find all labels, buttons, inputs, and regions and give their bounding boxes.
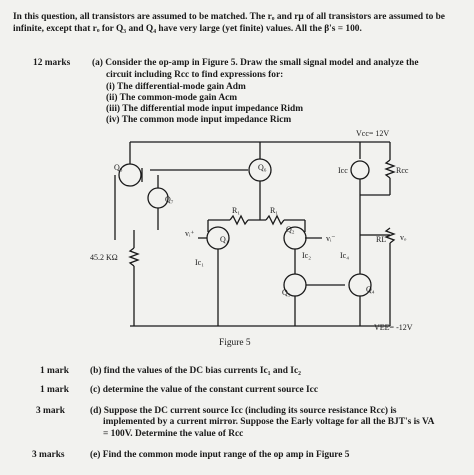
- part-e-text: (e) Find the common mode input range of the op amp in Figure 5: [90, 450, 350, 460]
- label-q6: Q₆: [258, 163, 267, 172]
- label-r1-right: R₁: [270, 206, 279, 215]
- label-r1-left: R₁: [232, 206, 241, 215]
- part-a-item-2: (ii) The common-mode gain Acm: [106, 93, 238, 103]
- label-q3: Q₃: [114, 163, 123, 172]
- part-a-lead: (a) Consider the op-amp in Figure 5. Draw the small signal model and analyze the: [92, 58, 419, 68]
- label-vi-minus: vᵢ⁻: [326, 234, 336, 243]
- part-e-marks: 3 marks: [32, 450, 65, 460]
- label-q4: Q₄: [366, 285, 375, 294]
- part-d-line-1: (d) Suppose the DC current source Icc (including its source resistance Rcc) is: [90, 406, 397, 416]
- label-vi-plus: vᵢ⁺: [185, 229, 195, 238]
- label-icc: Icc: [338, 166, 348, 175]
- label-vee: VEE= -12V: [374, 323, 413, 332]
- label-resistor: 45.2 KΩ: [90, 253, 118, 262]
- part-d-line-2: implemented by a current mirror. Suppose the Early voltage for all the BJT's is VA: [103, 417, 435, 427]
- part-a-lead2: circuit including Rcc to find expressions for:: [106, 70, 284, 80]
- label-rcc: Rcc: [396, 166, 409, 175]
- part-d-marks: 3 mark: [36, 406, 65, 416]
- part-a-item-1: (i) The differential-mode gain Adm: [106, 82, 246, 92]
- label-vo: vₒ: [400, 233, 407, 242]
- part-c-marks: 1 mark: [40, 385, 69, 395]
- label-q7: Q₇: [165, 195, 174, 204]
- part-b-text: (b) find the values of the DC bias currents Ic₁ and Ic₂: [90, 366, 301, 376]
- label-rl: RL: [376, 235, 387, 244]
- figure-5-circuit: [90, 120, 430, 350]
- label-q1: Q₁: [220, 235, 229, 244]
- label-ic2: Ic₂: [302, 251, 312, 260]
- part-c-text: (c) determine the value of the constant current source Icc: [90, 385, 318, 395]
- label-q5: Q₅: [282, 288, 291, 297]
- part-b-marks: 1 mark: [40, 366, 69, 376]
- part-a-item-4: (iv) The common mode input impedance Ricm: [106, 115, 292, 125]
- label-vcc: Vcc= 12V: [356, 129, 390, 138]
- intro-paragraph: In this question, all transistors are assumed to be matched. The rₒ and rμ of all transistors are assumed to be infinite, except that rₒ for Q₃ and Q₄ have very large (yet finite) values. All the β's = 100.: [13, 12, 445, 34]
- label-ic4: Ic₄: [340, 251, 350, 260]
- label-ic1: Ic₁: [195, 258, 205, 267]
- label-q2: Q₂: [286, 225, 295, 234]
- part-d-line-3: = 100V. Determine the value of Rcc: [103, 429, 244, 439]
- part-a-item-3: (iii) The differential mode input impedance Ridm: [106, 104, 304, 114]
- figure-caption: Figure 5: [219, 338, 251, 348]
- part-a-marks: 12 marks: [33, 58, 71, 68]
